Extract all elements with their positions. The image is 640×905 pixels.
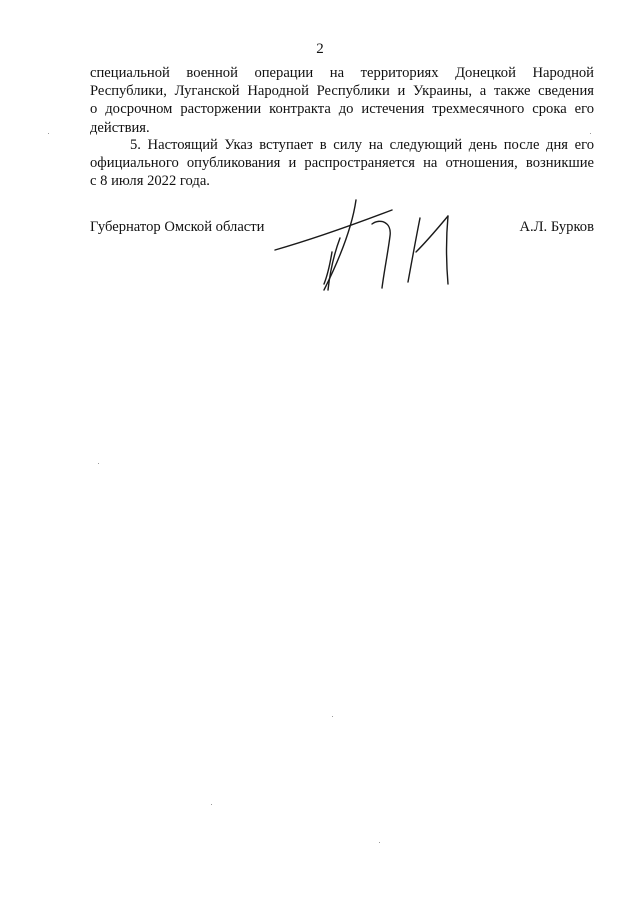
signatory-name: А.Л. Бурков [519,219,594,235]
signatory-position: Губернатор Омской области [90,219,265,235]
text-line: Республики, Луганской Народной Республики и Украины, а также сведения [90,83,594,100]
scan-speck [332,716,333,717]
scan-speck [98,463,99,464]
text-line: действия. [90,119,150,136]
page-number: 2 [316,41,324,57]
text-line: 5. Настоящий Указ вступает в силу на следующий день после дня его [130,137,594,153]
scan-speck [211,804,212,805]
text-line: специальной военной операции на территориях Донецкой Народной [90,65,594,81]
paragraph-item-5 [90,136,594,191]
text-line: с 8 июля 2022 года. [90,173,210,190]
text-line: о досрочном расторжении контракта до истечения трехмесячного срока его [90,101,594,118]
scan-speck [590,133,591,134]
scan-speck [379,842,380,843]
scan-speck [48,133,49,134]
handwritten-signature [270,198,470,298]
paragraph-continuation [90,64,594,137]
text-line: официального опубликования и распространяется на отношения, возникшие [90,155,594,172]
